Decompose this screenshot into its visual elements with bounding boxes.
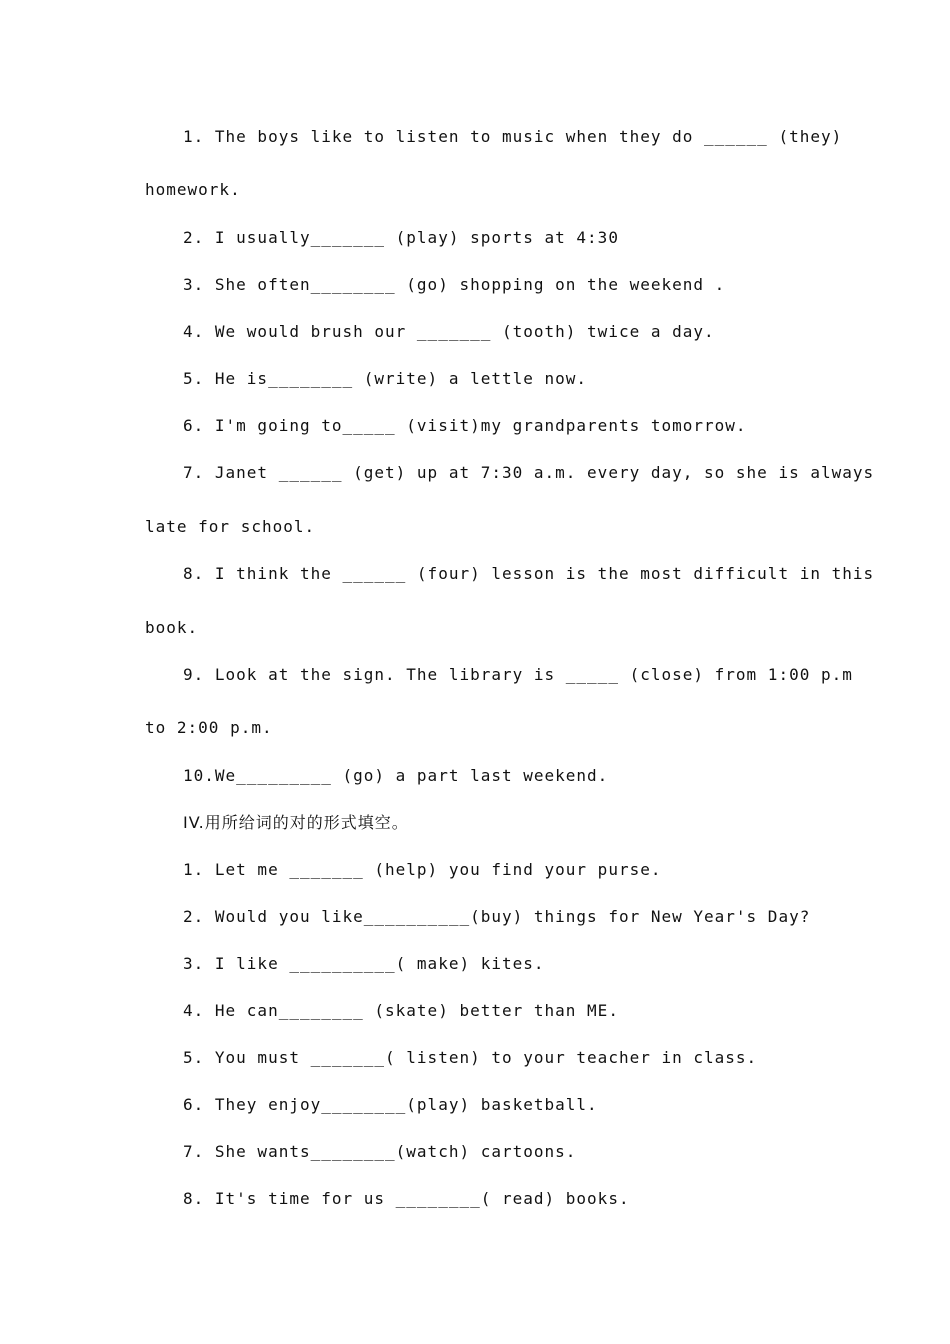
exercise-item-1-continued: homework. — [145, 180, 241, 199]
exercise-item-9-continued: to 2:00 p.m. — [145, 718, 273, 737]
exercise-item-6: 6. I'm going to_____ (visit)my grandparents tomorrow. — [183, 416, 747, 435]
fill-item-3: 3. I like __________( make) kites. — [183, 954, 545, 973]
fill-item-5: 5. You must _______( listen) to your teacher in class. — [183, 1048, 758, 1067]
exercise-item-9: 9. Look at the sign. The library is _____ (close) from 1:00 p.m — [183, 665, 853, 684]
fill-item-4: 4. He can________ (skate) better than ME. — [183, 1001, 619, 1020]
exercise-item-10: 10.We_________ (go) a part last weekend. — [183, 766, 609, 785]
fill-item-8: 8. It's time for us ________( read) books. — [183, 1189, 630, 1208]
fill-item-2: 2. Would you like__________(buy) things for New Year's Day? — [183, 907, 811, 926]
exercise-item-1: 1. The boys like to listen to music when they do ______ (they) — [183, 127, 843, 146]
fill-item-1: 1. Let me _______ (help) you find your purse. — [183, 860, 662, 879]
section-heading: IV.用所给词的对的形式填空。 — [183, 813, 409, 832]
exercise-item-7: 7. Janet ______ (get) up at 7:30 a.m. every day, so she is always — [183, 463, 875, 482]
exercise-item-3: 3. She often________ (go) shopping on the weekend . — [183, 275, 726, 294]
exercise-item-2: 2. I usually_______ (play) sports at 4:30 — [183, 228, 619, 247]
exercise-item-8: 8. I think the ______ (four) lesson is the most difficult in this — [183, 564, 875, 583]
exercise-item-5: 5. He is________ (write) a lettle now. — [183, 369, 588, 388]
exercise-item-4: 4. We would brush our _______ (tooth) twice a day. — [183, 322, 715, 341]
fill-item-7: 7. She wants________(watch) cartoons. — [183, 1142, 577, 1161]
exercise-item-8-continued: book. — [145, 618, 199, 637]
fill-item-6: 6. They enjoy________(play) basketball. — [183, 1095, 598, 1114]
exercise-item-7-continued: late for school. — [145, 517, 316, 536]
